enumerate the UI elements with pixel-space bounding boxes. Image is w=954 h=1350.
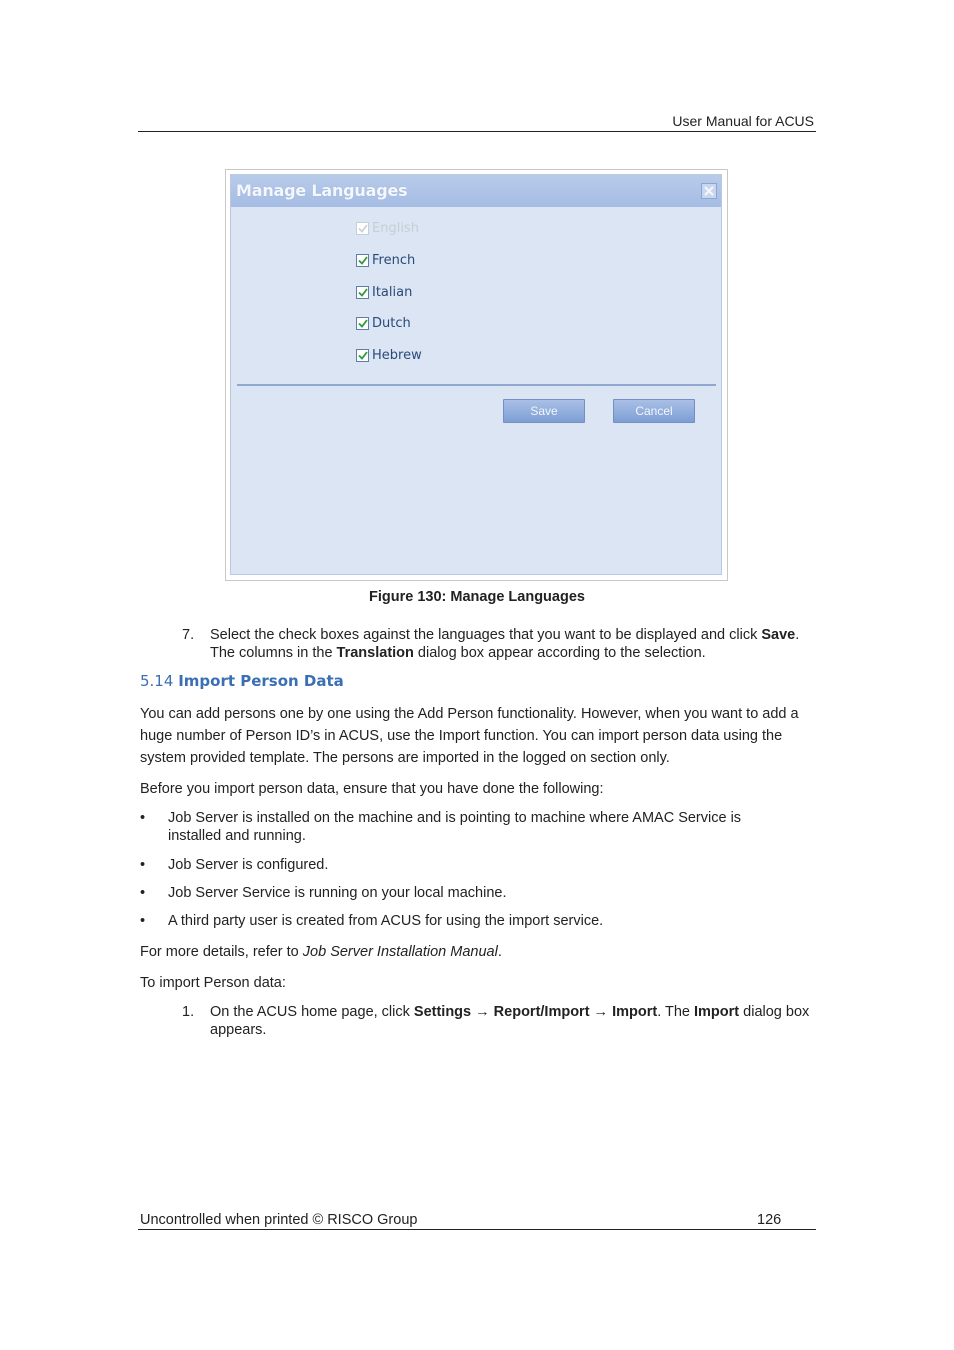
cancel-button[interactable]: Cancel (613, 399, 695, 423)
language-label: Dutch (372, 315, 411, 331)
language-label: Italian (372, 284, 413, 300)
paragraph-procedure-intro: To import Person data: (140, 975, 286, 991)
step-number: 1. (182, 1004, 195, 1020)
footer-rule (138, 1229, 816, 1230)
checkbox-checked-icon[interactable] (356, 317, 369, 330)
paragraph-intro: You can add persons one by one using the Add Person functionality. However, when you want to add a huge number of Person ID’s in ACUS, use the Import function. You can import person data using the system provided template. The persons are imported in the logged on section only. (140, 706, 799, 766)
bullet-icon: • (140, 913, 146, 929)
language-option-hebrew[interactable] (356, 346, 422, 364)
running-header: User Manual for ACUS (672, 113, 814, 129)
section-heading: 5.14 Import Person Data (140, 672, 344, 690)
step-text: On the ACUS home page, click Settings → Report/Import → Import. The Import dialog box appears. (210, 1004, 810, 1038)
dialog-title: Manage Languages (236, 181, 408, 200)
step-number: 7. (182, 627, 195, 643)
figure-caption: Figure 130: Manage Languages (369, 589, 585, 605)
paragraph-prereq: Before you import person data, ensure that you have done the following: (140, 781, 604, 797)
close-icon[interactable] (701, 183, 717, 199)
language-label: Hebrew (372, 347, 422, 363)
bullet-icon: • (140, 810, 146, 826)
paragraph-reference: For more details, refer to Job Server Installation Manual. (140, 944, 502, 960)
bullet-icon: • (140, 885, 146, 901)
language-label: English (372, 220, 419, 236)
manage-languages-dialog (230, 174, 722, 575)
checkbox-checked-icon[interactable] (356, 286, 369, 299)
language-label: French (372, 252, 416, 268)
checkbox-checked-icon[interactable] (356, 222, 369, 235)
checkbox-checked-icon[interactable] (356, 349, 369, 362)
save-button[interactable]: Save (503, 399, 585, 423)
language-option-french[interactable] (356, 251, 415, 269)
language-option-english[interactable] (356, 219, 419, 237)
dialog-separator (237, 384, 716, 386)
language-option-dutch[interactable] (356, 314, 411, 332)
checkbox-checked-icon[interactable] (356, 254, 369, 267)
bullet-icon: • (140, 857, 146, 873)
language-option-italian[interactable] (356, 283, 412, 301)
page-number: 126 (757, 1212, 782, 1228)
header-rule (138, 131, 816, 132)
footer-copyright: Uncontrolled when printed © RISCO Group (140, 1212, 418, 1228)
step-text: Select the check boxes against the languages that you want to be displayed and click Save. The columns in the Translation dialog box appear according to the selection. (210, 627, 800, 661)
